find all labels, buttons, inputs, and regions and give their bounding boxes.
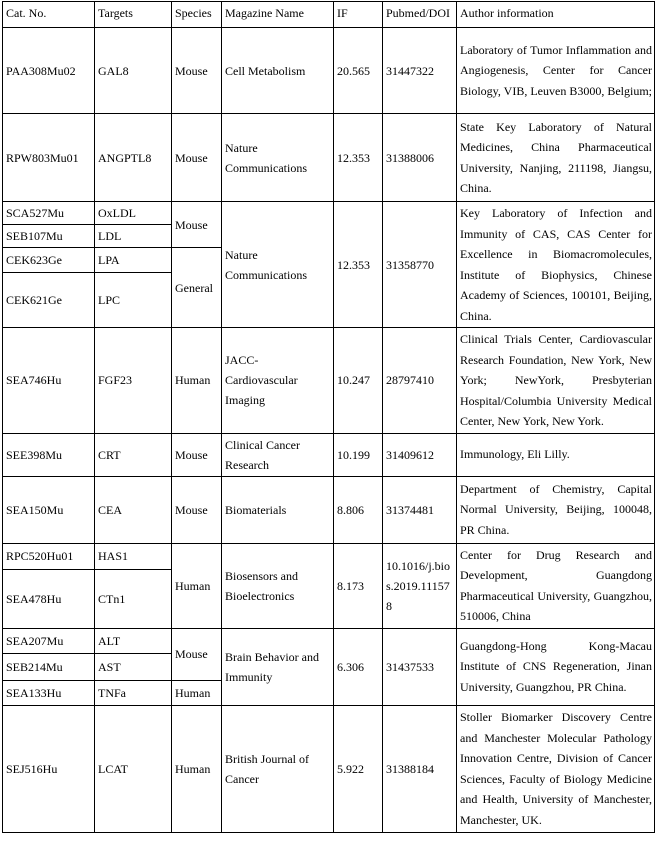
- header-cat-no: Cat. No.: [3, 2, 95, 28]
- table-row: [3, 543, 655, 569]
- target-cell: GAL8: [95, 28, 172, 114]
- cat-no-cell: RPW803Mu01: [3, 114, 95, 202]
- species-cell: Mouse: [172, 476, 222, 543]
- pubmed-cell: 31374481: [383, 476, 457, 543]
- cat-no-cell: SEB107Mu: [3, 225, 95, 248]
- target-cell: LDL: [95, 225, 172, 248]
- header-if: IF: [334, 2, 383, 28]
- table-row: [3, 433, 655, 476]
- cat-no-cell: RPC520Hu01: [3, 543, 95, 569]
- header-author: Author information: [457, 2, 655, 28]
- if-cell: 5.922: [334, 705, 383, 832]
- table-row: [3, 628, 655, 653]
- pubmed-cell: 31409612: [383, 433, 457, 476]
- author-cell: Laboratory of Tumor Inflammation and Angiogenesis, Center for Cancer Biology, VIB, Leuven B3000, Belgium;: [457, 28, 655, 114]
- author-cell: Clinical Trials Center, Cardiovascular Research Foundation, New York, New York; NewYork, Presbyterian Hospital/Columbia University Medical Center, New York, New York.: [457, 328, 655, 434]
- species-cell: Mouse: [172, 628, 222, 680]
- species-cell: General: [172, 248, 222, 328]
- target-cell: LPA: [95, 248, 172, 273]
- author-cell: Key Laboratory of Infection and Immunity of CAS, CAS Center for Excellence in Biomacromolecules, Institute of Biophysics, Chinese Academy of Sciences, 100101, Beijing, China.: [457, 202, 655, 328]
- if-cell: 10.199: [334, 433, 383, 476]
- species-cell: Human: [172, 543, 222, 628]
- table-row: [3, 328, 655, 434]
- header-magazine: Magazine Name: [222, 2, 334, 28]
- magazine-cell: British Journal of Cancer: [222, 705, 334, 832]
- target-cell: LCAT: [95, 705, 172, 832]
- magazine-cell: JACC-Cardiovascular Imaging: [222, 328, 334, 434]
- author-cell: Center for Drug Research and Development, Guangdong Pharmaceutical University, Guangzhou, 510006, China: [457, 543, 655, 628]
- magazine-cell: Biosensors and Bioelectronics: [222, 543, 334, 628]
- cat-no-cell: SEA746Hu: [3, 328, 95, 434]
- magazine-cell: Cell Metabolism: [222, 28, 334, 114]
- if-cell: 6.306: [334, 628, 383, 705]
- species-cell: Mouse: [172, 202, 222, 248]
- target-cell: FGF23: [95, 328, 172, 434]
- target-cell: ALT: [95, 628, 172, 653]
- pubmed-cell: 31447322: [383, 28, 457, 114]
- magazine-cell: Brain Behavior and Immunity: [222, 628, 334, 705]
- target-cell: ANGPTL8: [95, 114, 172, 202]
- pubmed-cell: 31388006: [383, 114, 457, 202]
- if-cell: 8.806: [334, 476, 383, 543]
- author-cell: Guangdong-Hong Kong-Macau Institute of CNS Regeneration, Jinan University, Guangzhou, PR China.: [457, 628, 655, 705]
- magazine-cell: Nature Communications: [222, 114, 334, 202]
- table-row: [3, 28, 655, 114]
- target-cell: TNFa: [95, 680, 172, 705]
- table-row: [3, 705, 655, 832]
- header-row: [3, 2, 655, 28]
- if-cell: 12.353: [334, 202, 383, 328]
- table-row: [3, 202, 655, 225]
- cat-no-cell: SCA527Mu: [3, 202, 95, 225]
- cat-no-cell: CEK623Ge: [3, 248, 95, 273]
- if-cell: 8.173: [334, 543, 383, 628]
- cat-no-cell: SEA150Mu: [3, 476, 95, 543]
- if-cell: 10.247: [334, 328, 383, 434]
- target-cell: HAS1: [95, 543, 172, 569]
- species-cell: Mouse: [172, 433, 222, 476]
- species-cell: Mouse: [172, 28, 222, 114]
- target-cell: OxLDL: [95, 202, 172, 225]
- author-cell: State Key Laboratory of Natural Medicines, China Pharmaceutical University, Nanjing, 211198, Jiangsu, China.: [457, 114, 655, 202]
- pubmed-cell: 31358770: [383, 202, 457, 328]
- pubmed-cell: 31437533: [383, 628, 457, 705]
- cat-no-cell: SEB214Mu: [3, 653, 95, 680]
- pubmed-cell: 31388184: [383, 705, 457, 832]
- author-cell: Stoller Biomarker Discovery Centre and Manchester Molecular Pathology Innovation Centre, Division of Cancer Sciences, Faculty of Biology Medicine and Health, University of Manchester, Manchester, UK.: [457, 705, 655, 832]
- pubmed-cell: 28797410: [383, 328, 457, 434]
- target-cell: CEA: [95, 476, 172, 543]
- author-cell: Immunology, Eli Lilly.: [457, 433, 655, 476]
- cat-no-cell: CEK621Ge: [3, 273, 95, 328]
- target-cell: CRT: [95, 433, 172, 476]
- header-targets: Targets: [95, 2, 172, 28]
- if-cell: 20.565: [334, 28, 383, 114]
- cat-no-cell: SEJ516Hu: [3, 705, 95, 832]
- species-cell: Human: [172, 328, 222, 434]
- cat-no-cell: SEE398Mu: [3, 433, 95, 476]
- cat-no-cell: SEA478Hu: [3, 569, 95, 628]
- magazine-cell: Nature Communications: [222, 202, 334, 328]
- species-cell: Human: [172, 705, 222, 832]
- target-cell: AST: [95, 653, 172, 680]
- table-row: [3, 114, 655, 202]
- header-species: Species: [172, 2, 222, 28]
- publications-table: [2, 1, 655, 833]
- magazine-cell: Biomaterials: [222, 476, 334, 543]
- header-pubmed: Pubmed/DOI: [383, 2, 457, 28]
- cat-no-cell: SEA207Mu: [3, 628, 95, 653]
- pubmed-cell: 10.1016/j.bios.2019.111578: [383, 543, 457, 628]
- target-cell: CTn1: [95, 569, 172, 628]
- cat-no-cell: SEA133Hu: [3, 680, 95, 705]
- species-cell: Mouse: [172, 114, 222, 202]
- cat-no-cell: PAA308Mu02: [3, 28, 95, 114]
- magazine-cell: Clinical Cancer Research: [222, 433, 334, 476]
- species-cell: Human: [172, 680, 222, 705]
- target-cell: LPC: [95, 273, 172, 328]
- author-cell: Department of Chemistry, Capital Normal University, Beijing, 100048, PR China.: [457, 476, 655, 543]
- table-row: [3, 476, 655, 543]
- if-cell: 12.353: [334, 114, 383, 202]
